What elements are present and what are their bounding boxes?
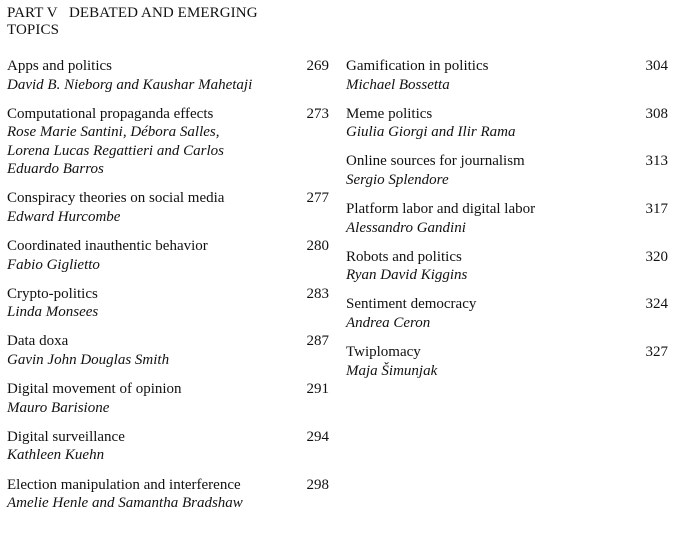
- toc-entry-authors: Andrea Ceron: [346, 314, 431, 331]
- toc-entry-authors: Rose Marie Santini, Débora Salles, Lorena Lucas Regattieri and Carlos Eduardo Barros: [7, 124, 224, 178]
- toc-page-number: 304: [645, 58, 668, 74]
- toc-entry-title: Online sources for journalism: [346, 153, 525, 170]
- toc-entry-title: Election manipulation and interference: [7, 476, 241, 493]
- toc-page-number: 313: [645, 153, 668, 170]
- toc-page-number: 280: [306, 238, 329, 255]
- toc-entry-authors: Mauro Barisione: [7, 399, 110, 416]
- toc-page-number: 291: [306, 381, 329, 398]
- toc-entry[interactable]: [346, 57, 668, 94]
- toc-entry[interactable]: [7, 189, 329, 226]
- toc-entry-authors: Alessandro Gandini: [346, 219, 466, 236]
- toc-entry-title: Apps and politics: [7, 58, 112, 74]
- toc-entry[interactable]: [7, 237, 329, 274]
- toc-entry-title: Meme politics: [346, 105, 433, 122]
- toc-page-number: 317: [645, 201, 668, 218]
- toc-page-number: 327: [645, 344, 668, 361]
- toc-entry-authors: Linda Monsees: [7, 304, 99, 321]
- toc-entry-authors: Ryan David Kiggins: [346, 267, 468, 284]
- toc-entry[interactable]: [346, 343, 668, 380]
- toc-entry[interactable]: [346, 295, 668, 332]
- toc-page-number: 287: [306, 333, 329, 350]
- toc-entry-authors: David B. Nieborg and Kaushar Mahetaji: [7, 76, 253, 93]
- toc-entry[interactable]: [7, 380, 329, 417]
- toc-page-number: 298: [306, 476, 329, 493]
- toc-entry-title: Robots and politics: [346, 248, 462, 265]
- toc-entry-title: Coordinated inauthentic behavior: [7, 238, 208, 255]
- toc-page-number: 269: [306, 58, 329, 74]
- toc-entry-title: Digital surveillance: [7, 428, 125, 445]
- toc-entry-title: Computational propaganda effects: [7, 105, 214, 122]
- toc-page-number: 294: [306, 428, 329, 445]
- toc-entry[interactable]: [346, 248, 668, 285]
- toc-entry-title: Twiplomacy: [346, 344, 421, 361]
- toc-entry-authors: Amelie Henle and Samantha Bradshaw: [7, 495, 243, 511]
- toc-entry-title: Platform labor and digital labor: [346, 201, 536, 218]
- toc-entry-authors: Giulia Giorgi and Ilir Rama: [346, 124, 516, 141]
- toc-column-right: [346, 57, 668, 391]
- toc-entry-authors: Kathleen Kuehn: [7, 447, 105, 464]
- part-heading: PART V DEBATED AND EMERGING TOPICS: [7, 5, 262, 38]
- toc-entry-title: Digital movement of opinion: [7, 381, 182, 398]
- toc-page-number: 308: [645, 105, 668, 122]
- toc-entry[interactable]: [346, 105, 668, 142]
- toc-page-number: 324: [645, 296, 668, 313]
- toc-page-number: 273: [306, 105, 329, 122]
- toc-entry[interactable]: [7, 428, 329, 465]
- toc-entry-title: Data doxa: [7, 333, 69, 350]
- toc-page-number: 320: [645, 248, 668, 265]
- toc-entry[interactable]: [7, 105, 329, 179]
- toc-entry-authors: Maja Šimunjak: [346, 362, 438, 379]
- toc-page-number: 283: [306, 285, 329, 302]
- toc-entry-title: Sentiment democracy: [346, 296, 477, 313]
- toc-entry-title: Gamification in politics: [346, 58, 489, 74]
- toc-entry-title: Conspiracy theories on social media: [7, 190, 225, 207]
- toc-entry[interactable]: [346, 200, 668, 237]
- toc-entry[interactable]: [7, 285, 329, 322]
- toc-entry[interactable]: [7, 476, 329, 513]
- toc-entry-authors: Fabio Giglietto: [7, 256, 100, 273]
- toc-page-number: 277: [306, 190, 329, 207]
- toc-entry-authors: Gavin John Douglas Smith: [7, 351, 170, 368]
- toc-entry-authors: Michael Bossetta: [346, 76, 450, 93]
- toc-entry-title: Crypto-politics: [7, 285, 98, 302]
- toc-entry[interactable]: [7, 57, 329, 94]
- toc-entry[interactable]: [346, 152, 668, 189]
- toc-entry-authors: Sergio Splendore: [346, 171, 449, 188]
- toc-entry[interactable]: [7, 332, 329, 369]
- toc-column-left: [7, 57, 329, 523]
- toc-entry-authors: Edward Hurcombe: [7, 208, 121, 225]
